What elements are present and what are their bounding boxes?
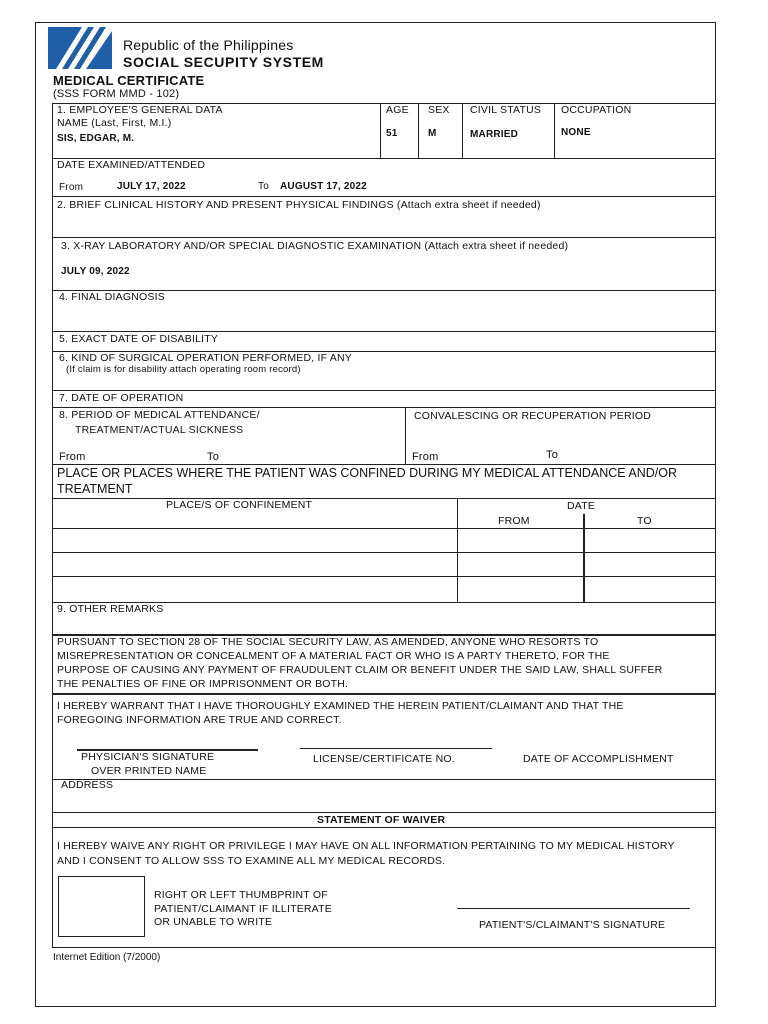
disability-date-label: 5. EXACT DATE OF DISABILITY — [59, 333, 219, 345]
rule — [52, 576, 715, 577]
patient-signature-line — [457, 908, 690, 909]
form-code: (SSS FORM MMD - 102) — [53, 88, 180, 100]
to-column-header: TO — [637, 515, 652, 527]
place-column-header: PLACE/S OF CONFINEMENT — [166, 499, 313, 511]
address-label: ADDRESS — [61, 779, 114, 791]
date-from-value[interactable]: JULY 17, 2022 — [117, 181, 186, 192]
physician-signature-label: PHYSICIAN'S SIGNATURE — [81, 751, 215, 763]
conv-to-label: To — [546, 449, 559, 461]
waiver-line-1: I HEREBY WAIVE ANY RIGHT OR PRIVILEGE I MAY HAVE ON ALL INFORMATION PERTAINING TO MY MEDICAL HISTORY — [57, 840, 675, 852]
name-label: NAME (Last, First, M.I.) — [57, 117, 172, 129]
medical-attendance-label: 8. PERIOD OF MEDICAL ATTENDANCE/ — [59, 409, 260, 421]
medical-attendance-label-2: TREATMENT/ACTUAL SICKNESS — [75, 424, 244, 436]
rule — [52, 498, 715, 499]
waiver-title: STATEMENT OF WAIVER — [317, 814, 446, 826]
rule — [52, 812, 715, 813]
rule — [52, 947, 715, 948]
rule — [583, 514, 585, 602]
thumbprint-label-1: RIGHT OR LEFT THUMBPRINT OF — [154, 889, 328, 901]
legal-line-4: THE PENALTIES OF FINE OR IMPRISONMENT OR BOTH. — [57, 678, 349, 690]
civil-status-label: CIVIL STATUS — [470, 104, 542, 116]
license-line — [300, 748, 492, 749]
edition-text: Internet Edition (7/2000) — [53, 952, 161, 963]
from-label: From — [59, 182, 84, 193]
date-to-value[interactable]: AUGUST 17, 2022 — [280, 181, 367, 192]
xray-value[interactable]: JULY 09, 2022 — [61, 266, 130, 277]
sex-label: SEX — [428, 104, 450, 116]
to-label: To — [258, 181, 269, 192]
employee-data-heading: 1. EMPLOYEE'S GENERAL DATA — [57, 104, 223, 116]
rule — [52, 237, 715, 238]
date-column-header: DATE — [567, 500, 596, 512]
rule — [380, 103, 381, 158]
date-accomplishment-label: DATE OF ACCOMPLISHMENT — [523, 753, 674, 765]
age-label: AGE — [386, 104, 409, 116]
convalescing-label: CONVALESCING OR RECUPERATION PERIOD — [414, 410, 652, 422]
legal-line-2: MISREPRESENTATION OR CONCEALMENT OF A MATERIAL FACT OR WHO IS A PARTY THERETO, FOR THE — [57, 650, 610, 662]
license-label: LICENSE/CERTIFICATE NO. — [313, 753, 455, 765]
date-examined-label: DATE EXAMINED/ATTENDED — [57, 159, 206, 171]
rule — [52, 464, 715, 465]
form-left-border — [52, 103, 53, 948]
rule — [462, 103, 463, 158]
rule — [52, 196, 715, 197]
rule — [52, 331, 715, 332]
name-value[interactable]: SIS, EDGAR, M. — [57, 133, 135, 144]
other-remarks-label: 9. OTHER REMARKS — [57, 603, 164, 615]
sss-logo-icon — [48, 27, 112, 69]
form-title: MEDICAL CERTIFICATE — [53, 73, 205, 88]
rule — [52, 693, 715, 695]
rule — [52, 407, 715, 408]
patient-signature-label: PATIENT'S/CLAIMANT'S SIGNATURE — [479, 919, 666, 931]
republic-text: Republic of the Philippines — [123, 37, 294, 53]
warrant-line-1: I HEREBY WARRANT THAT I HAVE THOROUGHLY EXAMINED THE HEREIN PATIENT/CLAIMANT AND THAT THE — [57, 700, 624, 712]
confinement-heading-2: TREATMENT — [57, 482, 133, 496]
legal-line-3: PURPOSE OF CAUSING ANY PAYMENT OF FRAUDULENT CLAIM OR BENEFIT UNDER THE SAID LAW, SHALL SUFFER — [57, 664, 663, 676]
xray-label: 3. X-RAY LABORATORY AND/OR SPECIAL DIAGNOSTIC EXAMINATION (Attach extra sheet if needed) — [61, 240, 569, 252]
surgical-operation-note: (If claim is for disability attach operating room record) — [66, 364, 301, 375]
from-column-header: FROM — [498, 515, 530, 527]
thumbprint-label-2: PATIENT/CLAIMANT IF ILLITERATE — [154, 903, 332, 915]
rule — [52, 779, 715, 780]
sex-value[interactable]: M — [428, 128, 437, 139]
rule — [52, 528, 715, 529]
warrant-line-2: FOREGOING INFORMATION ARE TRUE AND CORRECT. — [57, 714, 342, 726]
final-diagnosis-label: 4. FINAL DIAGNOSIS — [59, 291, 165, 303]
legal-line-1: PURSUANT TO SECTION 28 OF THE SOCIAL SECURITY LAW, AS AMENDED, ANYONE WHO RESORTS TO — [57, 636, 599, 648]
occupation-label: OCCUPATION — [561, 104, 632, 116]
physician-signature-label-2: OVER PRINTED NAME — [91, 765, 207, 777]
rule — [405, 407, 406, 464]
civil-status-value[interactable]: MARRIED — [470, 129, 519, 140]
conv-from-label: From — [412, 451, 439, 463]
form-right-border — [715, 103, 716, 948]
confinement-heading: PLACE OR PLACES WHERE THE PATIENT WAS CONFINED DURING MY MEDICAL ATTENDANCE AND/OR — [57, 466, 678, 480]
thumbprint-label-3: OR UNABLE TO WRITE — [154, 916, 273, 928]
agency-name: SOCIAL SECUPITY SYSTEM — [123, 54, 324, 70]
rule — [52, 827, 715, 828]
attendance-to-label: To — [207, 451, 220, 463]
attendance-from-label: From — [59, 451, 86, 463]
rule — [52, 390, 715, 391]
rule — [52, 552, 715, 553]
rule — [457, 498, 458, 602]
occupation-value[interactable]: NONE — [561, 127, 591, 138]
surgical-operation-label: 6. KIND OF SURGICAL OPERATION PERFORMED, IF ANY — [59, 352, 352, 364]
operation-date-label: 7. DATE OF OPERATION — [59, 392, 184, 404]
rule — [554, 103, 555, 158]
clinical-history-label: 2. BRIEF CLINICAL HISTORY AND PRESENT PHYSICAL FINDINGS (Attach extra sheet if needed) — [57, 199, 541, 211]
thumbprint-box[interactable] — [58, 876, 145, 937]
rule — [418, 103, 419, 158]
age-value[interactable]: 51 — [386, 128, 398, 139]
waiver-line-2: AND I CONSENT TO ALLOW SSS TO EXAMINE ALL MY MEDICAL RECORDS. — [57, 855, 446, 867]
